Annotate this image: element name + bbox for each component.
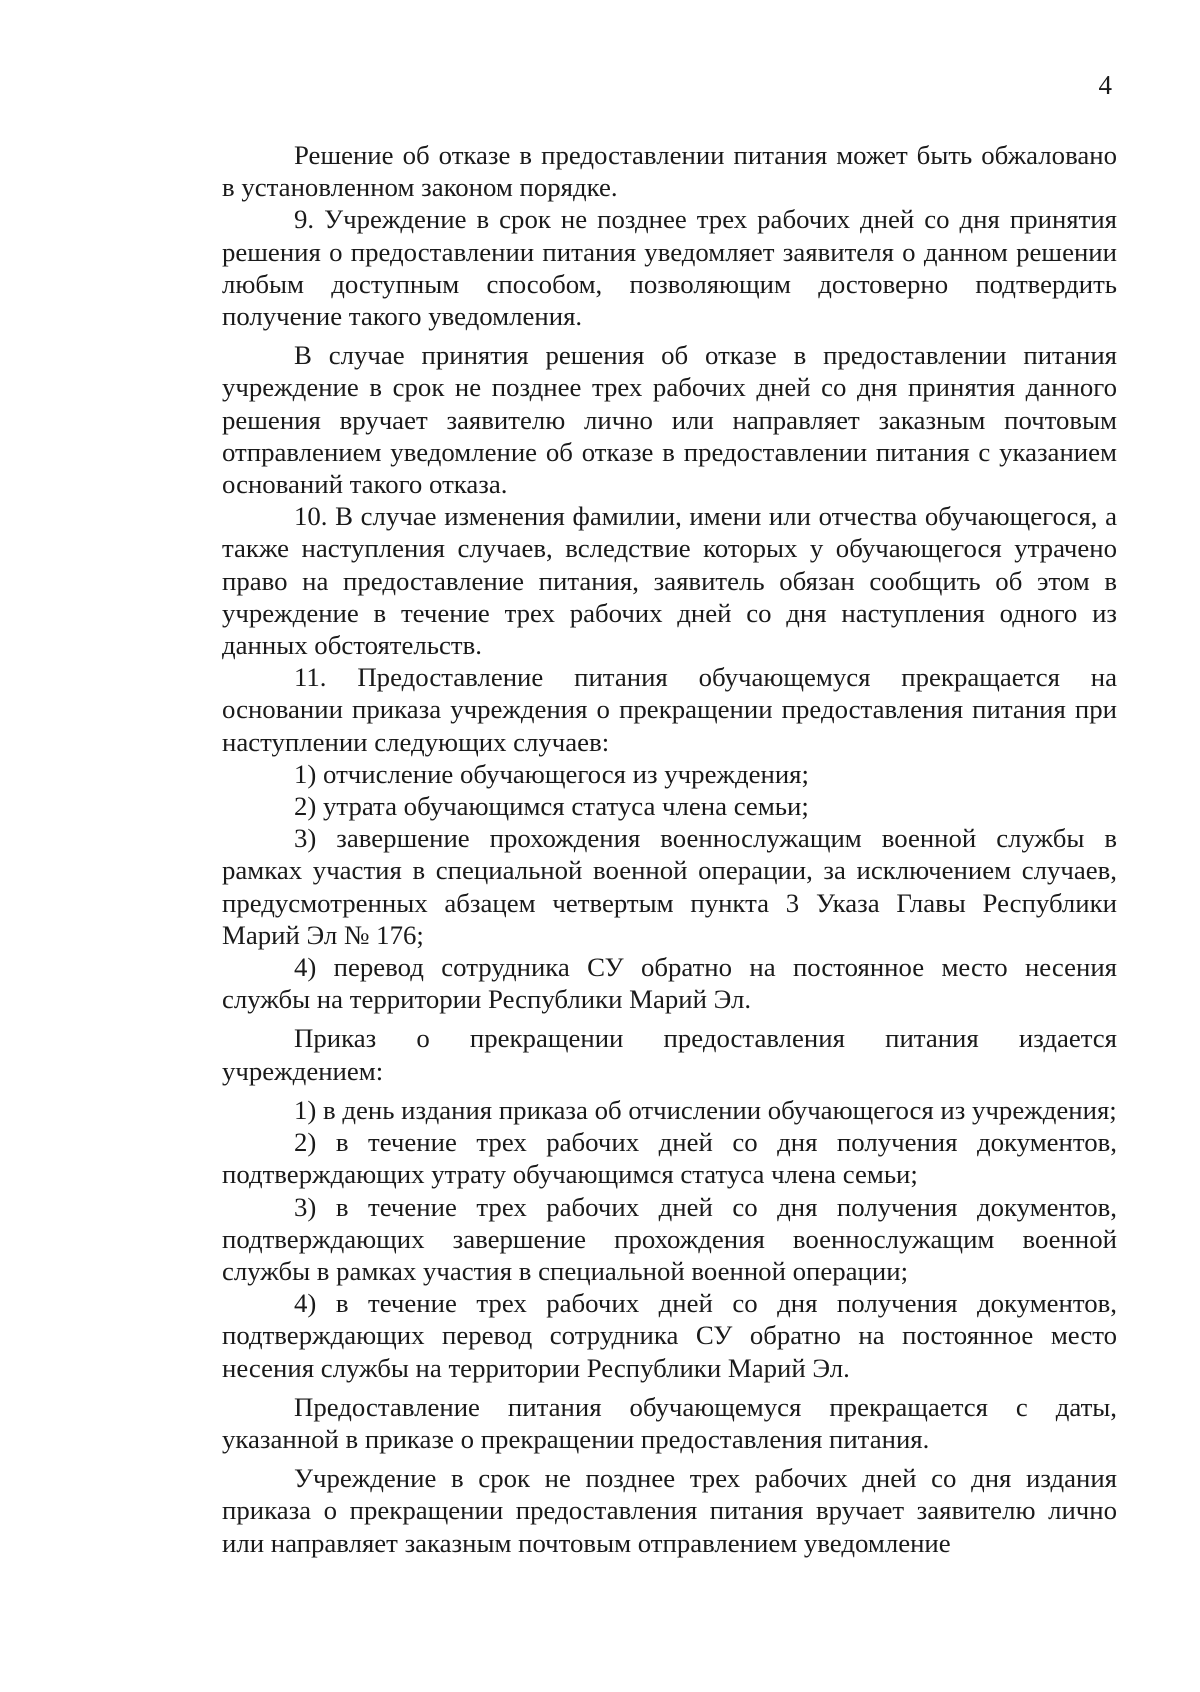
list-item-case-1: 1) отчисление обучающегося из учреждения;	[294, 758, 809, 789]
list-item-order-2: 2) в течение трех рабочих дней со дня получения документов, подтверждающих утрату обучающимся статуса члена семьи;	[222, 1127, 1117, 1190]
document-body	[222, 139, 1117, 1559]
paragraph-appeal-note: Решение об отказе в предоставлении питания может быть обжаловано в установленном законом порядке.	[222, 140, 1117, 203]
paragraph-clause-10: 10. В случае изменения фамилии, имени или отчества обучающегося, а также наступления случаев, вследствие которых у обучающегося утрачено право на предоставление питания, заявитель обязан сообщить об этом в учреждение в течение трех рабочих дней со дня наступления одного из данных обстоятельств.	[222, 501, 1117, 661]
list-item-case-2: 2) утрата обучающимся статуса члена семьи;	[294, 791, 809, 822]
list-item-order-3: 3) в течение трех рабочих дней со дня получения документов, подтверждающих завершение прохождения военнослужащим военной службы в рамках участия в специальной военной операции;	[222, 1191, 1117, 1286]
page-number: 4	[1098, 70, 1112, 100]
paragraph-clause-11: 11. Предоставление питания обучающемуся прекращается на основании приказа учреждения о прекращении предоставления питания при наступлении следующих случаев:	[222, 662, 1117, 757]
paragraph-termination-notice: Учреждение в срок не позднее трех рабочих дней со дня издания приказа о прекращении предоставления питания вручает заявителю лично или направляет заказным почтовым отправлением уведомление	[222, 1463, 1117, 1558]
paragraph-refusal-notice: В случае принятия решения об отказе в предоставлении питания учреждение в срок не позднее трех рабочих дней со дня принятия данного решения вручает заявителю лично или направляет заказным почтовым отправлением уведомление об отказе в предоставлении питания с указанием оснований такого отказа.	[222, 340, 1117, 500]
list-item-order-4: 4) в течение трех рабочих дней со дня получения документов, подтверждающих перевод сотрудника СУ обратно на постоянное место несения службы на территории Республики Марий Эл.	[222, 1288, 1117, 1383]
paragraph-clause-9: 9. Учреждение в срок не позднее трех рабочих дней со дня принятия решения о предоставлении питания уведомляет заявителя о данном решении любым доступным способом, позволяющим достоверно подтвердить получение такого уведомления.	[222, 204, 1117, 332]
list-item-case-4: 4) перевод сотрудника СУ обратно на постоянное место несения службы на территории Республики Марий Эл.	[222, 952, 1117, 1015]
list-item-order-1: 1) в день издания приказа об отчислении обучающегося из учреждения;	[294, 1094, 1117, 1125]
paragraph-termination-date: Предоставление питания обучающемуся прекращается с даты, указанной в приказе о прекращении предоставления питания.	[222, 1391, 1117, 1454]
list-item-case-3: 3) завершение прохождения военнослужащим военной службы в рамках участия в специальной военной операции, за исключением случаев, предусмотренных абзацем четвертым пункта 3 Указа Главы Республики Марий Эл № 176;	[222, 823, 1117, 950]
paragraph-order-issuance: Приказ о прекращении предоставления питания издается учреждением:	[222, 1023, 1117, 1086]
